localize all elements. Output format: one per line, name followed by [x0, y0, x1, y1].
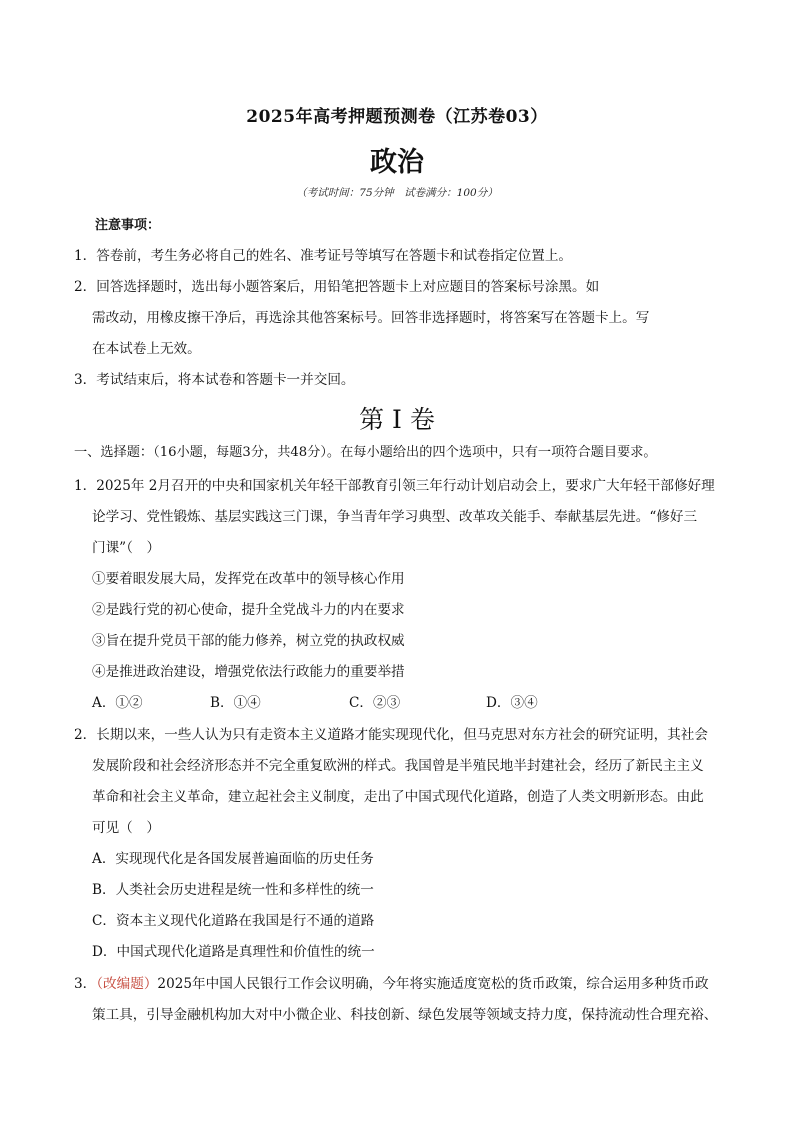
q2-option-c: C．资本主义现代化道路在我国是行不通的道路 — [92, 913, 375, 929]
q2-line-3: 革命和社会主义革命，建立起社会主义制度，走出了中国式现代化道路，创造了人类文明新形态。由此 — [92, 789, 704, 805]
q1-statement-4: ④是推进政治建设，增强党依法行政能力的重要举措 — [92, 664, 405, 680]
q3-line-2: 策工具，引导金融机构加大对中小微企业、科技创新、绿色发展等领域支持力度，保持流动性合理充裕、 — [92, 1007, 718, 1023]
exam-title: 2025年高考押题预测卷（江苏卷03） — [246, 107, 548, 127]
q1-statement-3: ③旨在提升党员干部的能力修养，树立党的执政权威 — [92, 633, 405, 649]
notice-heading: 注意事项： — [95, 218, 161, 233]
notice-item-2-line-1: 2．回答选择题时，选出每小题答案后，用铅笔把答题卡上对应题目的答案标号涂黑。如 — [74, 279, 600, 295]
q2-option-b: B．人类社会历史进程是统一性和多样性的统一 — [92, 882, 374, 898]
q2-option-d: D．中国式现代化道路是真理性和价值性的统一 — [92, 944, 375, 960]
q3-number: 3． — [74, 976, 97, 992]
notice-item-2-line-3: 在本试卷上无效。 — [92, 341, 201, 357]
q2-line-1: 2．长期以来，一些人认为只有走资本主义道路才能实现现代化，但马克思对东方社会的研究证明，其社会 — [74, 727, 708, 743]
section-intro: 一、选择题：（16小题，每题3分，共48分）。在每小题给出的四个选项中，只有一项符合题目要求。 — [74, 445, 657, 460]
q3-line-1 — [74, 978, 709, 992]
notice-item-3: 3．考试结束后，将本试卷和答题卡一并交回。 — [74, 372, 355, 388]
q2-line-2: 发展阶段和社会经济形态并不完全重复欧洲的样式。我国曾是半殖民地半封建社会，经历了新民主主义 — [92, 758, 704, 774]
q1-statement-1: ①要着眼发展大局，发挥党在改革中的领导核心作用 — [92, 571, 405, 587]
section-title: 第 I 卷 — [359, 405, 435, 434]
q1-line-3: 门课”（ ） — [92, 540, 161, 556]
subject-title: 政治 — [370, 147, 424, 178]
q2-option-a: A．实现现代化是各国发展普遍面临的历史任务 — [92, 851, 374, 867]
q2-line-4: 可见（ ） — [92, 820, 160, 836]
q1-line-2: 论学习、党性锻炼、基层实践这三门课，争当青年学习典型、改革攻关能手、奉献基层先进。“修好三 — [92, 509, 698, 525]
q3-line-1-text: 2025年中国人民银行工作会议明确，今年将实施适度宽松的货币政策，综合运用多种货币政 — [157, 976, 709, 992]
q3-adapted-tag: （改编题） — [96, 976, 158, 992]
q1-statement-2: ②是践行党的初心使命，提升全党战斗力的内在要求 — [92, 602, 405, 618]
q1-option-c: C．②③ — [349, 695, 401, 711]
q1-option-a: A．①② — [92, 695, 143, 711]
time-info: （考试时间：75分钟 试卷满分：100分） — [296, 187, 498, 199]
q1-option-b: B．①④ — [210, 695, 261, 711]
notice-item-2-line-2: 需改动，用橡皮擦干净后，再选涂其他答案标号。回答非选择题时，将答案写在答题卡上。写 — [92, 310, 650, 326]
notice-item-1: 1．答卷前，考生务必将自己的姓名、准考证号等填写在答题卡和试卷指定位置上。 — [74, 248, 573, 264]
q1-option-d: D．③④ — [486, 695, 538, 711]
q1-line-1: 1．2025年 2月召开的中央和国家机关年轻干部教育引领三年行动计划启动会上，要求广大年轻干部修好理 — [74, 478, 715, 494]
